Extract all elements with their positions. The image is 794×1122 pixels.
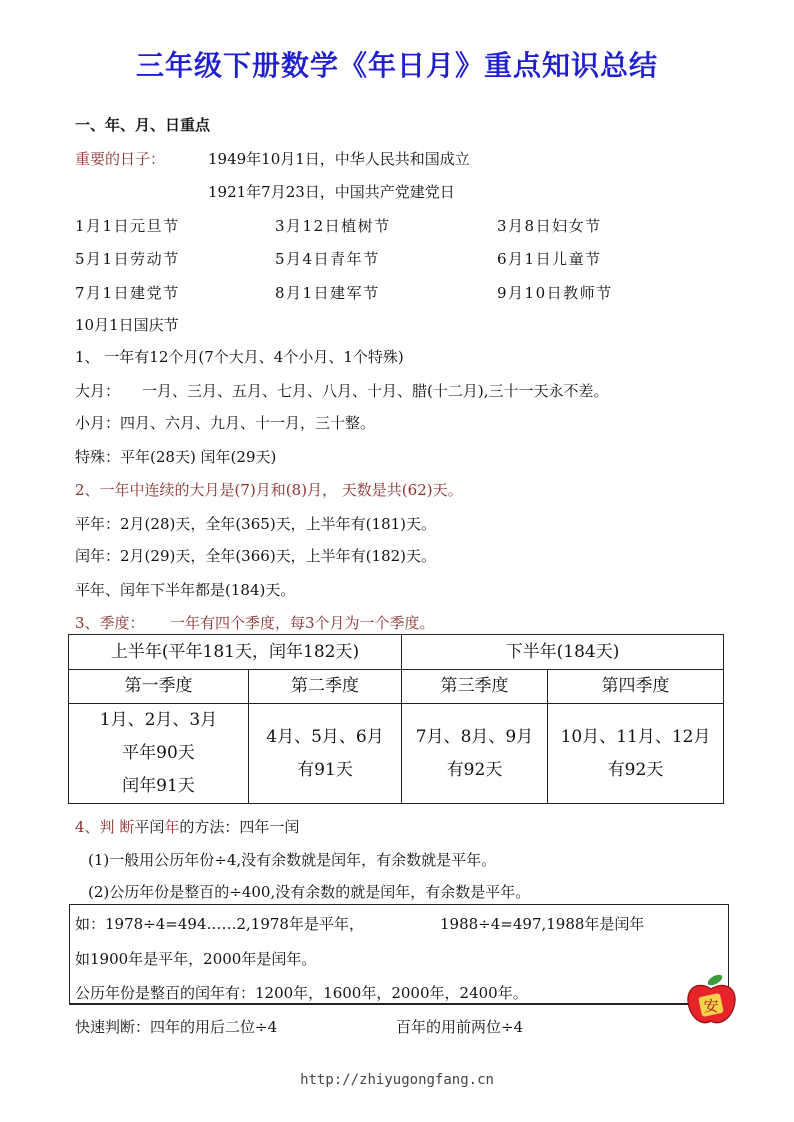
quarter-days: 有91天 xyxy=(297,759,353,780)
first-half-header: 上半年(平年181天，闰年182天) xyxy=(69,635,402,670)
quarter-header: 第三季度 xyxy=(402,670,548,704)
holiday-item: 9月10日教师节 xyxy=(497,284,613,302)
common-year-text: 平年：2月(28)天，全年(365)天，上半年有(181)天。 xyxy=(75,515,437,533)
leap-year-text: 闰年：2月(29)天，全年(366)天，上半年有(182)天。 xyxy=(75,547,437,565)
point-4-nian: 年 xyxy=(164,818,180,836)
holiday-item: 7月1日建党节 xyxy=(75,284,180,302)
important-day-2: 1921年7月23日，中国共产党建党日 xyxy=(208,183,455,201)
point-4-suffix: 的方法：四年一闰 xyxy=(179,818,300,836)
quarter-header: 第四季度 xyxy=(548,670,724,704)
quarter-cell xyxy=(69,704,249,804)
point-3-text: 一年有四个季度，每3个月为一个季度。 xyxy=(170,614,435,632)
small-months-text: 小月：四月、六月、九月、十一月，三十整。 xyxy=(75,414,376,432)
quarter-header: 第一季度 xyxy=(69,670,249,704)
quarter-months: 4月、5月、6月 xyxy=(266,726,384,747)
section-heading: 一、年、月、日重点 xyxy=(75,116,211,134)
point-2-title: 2、一年中连续的大月是(7)月和(8)月， 天数是共(62)天。 xyxy=(75,481,463,499)
quarter-cell xyxy=(402,704,548,804)
apple-icon xyxy=(684,973,740,1029)
quarter-months: 1月、2月、3月 xyxy=(99,710,218,730)
second-half-text: 平年、闰年下半年都是(184)天。 xyxy=(75,581,296,599)
big-months-label: 大月： xyxy=(75,382,121,400)
holiday-item: 3月8日妇女节 xyxy=(497,217,602,235)
rule-1: (1)一般用公历年份÷4,没有余数就是闰年，有余数就是平年。 xyxy=(88,851,497,869)
point-4-duan: 断 xyxy=(119,818,135,836)
important-day-1: 1949年10月1日，中华人民共和国成立 xyxy=(208,150,470,168)
holiday-item: 6月1日儿童节 xyxy=(497,250,602,268)
season-table xyxy=(68,634,724,804)
quick-check-b: 百年的用前两位÷4 xyxy=(396,1018,524,1036)
example-2: 如1900年是平年，2000年是闰年。 xyxy=(75,950,317,968)
point-4-mid: 平闰 xyxy=(134,818,165,836)
quarter-days: 有92天 xyxy=(607,759,664,780)
point-3-label: 3、季度： xyxy=(75,614,145,632)
holiday-item: 5月4日青年节 xyxy=(275,250,380,268)
big-months-text: 一月、三月、五月、七月、八月、十月、腊(十二月),三十一天永不差。 xyxy=(142,382,609,400)
quarter-cell xyxy=(249,704,402,804)
special-month-text: 特殊：平年(28天) 闰年(29天) xyxy=(75,448,277,466)
quarter-days: 有92天 xyxy=(446,759,503,780)
quarter-cell xyxy=(548,704,724,804)
holiday-item: 10月1日国庆节 xyxy=(75,316,179,334)
point-4-prefix: 4、判 xyxy=(75,818,115,836)
holiday-item: 5月1日劳动节 xyxy=(75,250,180,268)
holiday-item: 3月12日植树节 xyxy=(275,217,391,235)
quarter-days: 平年90天 xyxy=(122,743,195,763)
second-half-header: 下半年(184天) xyxy=(402,635,724,670)
rule-2: (2)公历年份是整百的÷400,没有余数的就是闰年，有余数是平年。 xyxy=(88,883,531,901)
example-3: 公历年份是整百的闰年有：1200年，1600年，2000年，2400年。 xyxy=(75,984,528,1002)
quick-check-a: 快速判断：四年的用后二位÷4 xyxy=(75,1018,278,1036)
example-1b: 1988÷4=497,1988年是闰年 xyxy=(440,915,645,933)
point-4-title xyxy=(75,820,299,835)
months-point-1: 1、 一年有12个月(7个大月、4个小月、1个特殊) xyxy=(75,348,404,366)
important-days-label: 重要的日子： xyxy=(75,150,166,168)
quarter-days: 闰年91天 xyxy=(122,776,195,796)
quarter-months: 10月、11月、12月 xyxy=(560,726,711,747)
holiday-item: 1月1日元旦节 xyxy=(75,217,180,235)
apple-label: 安 xyxy=(703,997,719,1015)
quarter-header: 第二季度 xyxy=(249,670,402,704)
page-title: 三年级下册数学《年日月》重点知识总结 xyxy=(135,49,658,82)
footer-url[interactable]: http://zhiyugongfang.cn xyxy=(300,1072,494,1088)
quarter-months: 7月、8月、9月 xyxy=(415,726,534,747)
example-1a: 如：1978÷4=494……2,1978年是平年， xyxy=(75,915,364,933)
holiday-item: 8月1日建军节 xyxy=(275,284,380,302)
